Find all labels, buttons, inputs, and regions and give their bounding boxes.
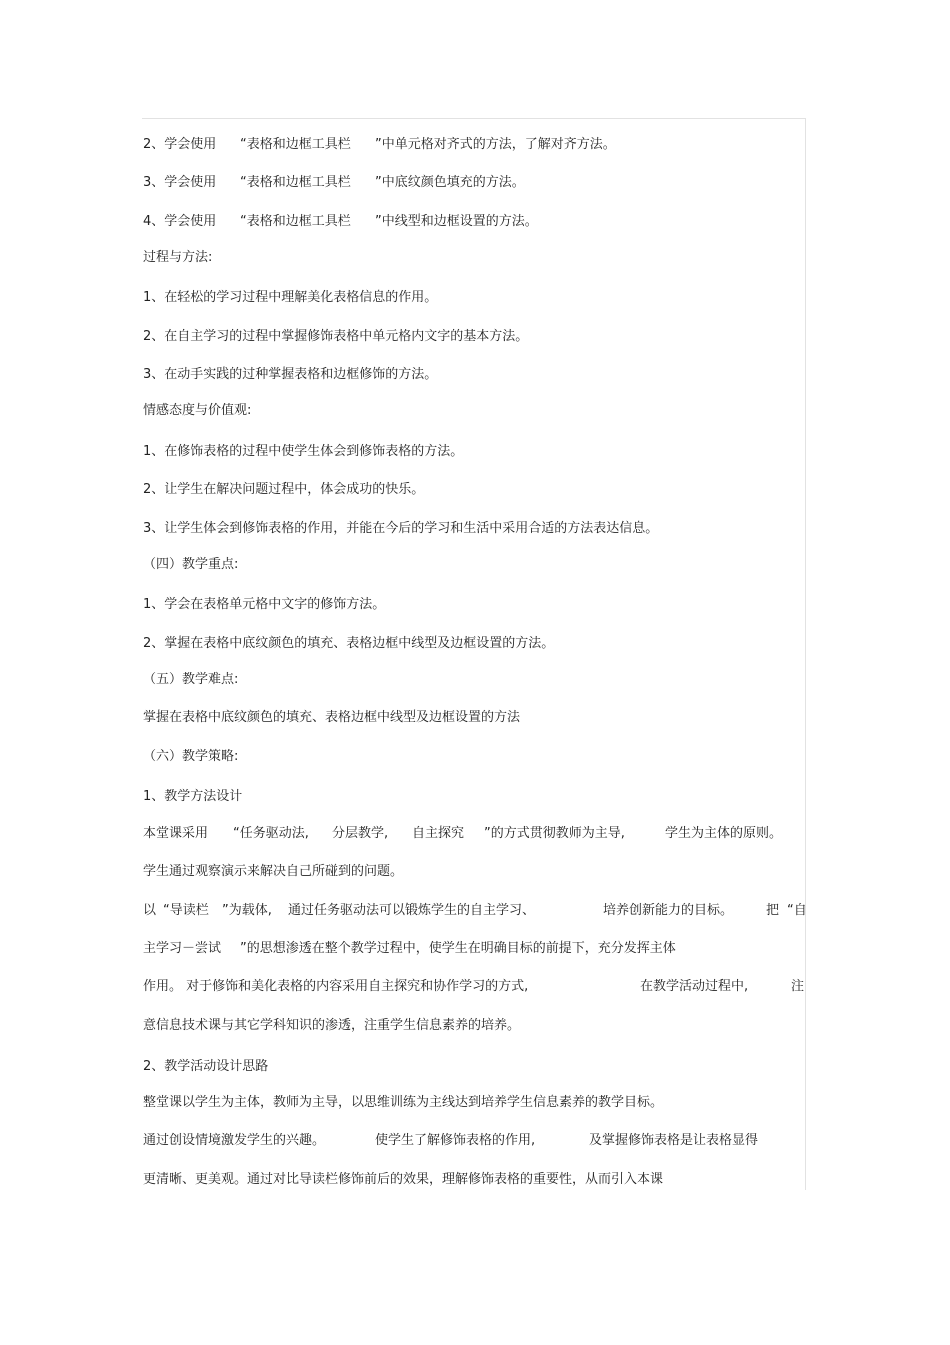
text-line [143,367,437,383]
text-segment: ”中线型和边框设置的方法。 [375,214,538,229]
text-segment: 过程与方法: [143,250,213,265]
text-segment: 2、掌握在表格中底纹颜色的填充、表格边框中线型及边框设置的方法。 [143,636,555,651]
text-segment: 使学生了解修饰表格的作用, [375,1133,536,1148]
text-segment: 注 [791,979,805,994]
text-segment: 学生为主体的原则。 [665,826,783,841]
text-line [143,1095,663,1111]
text-line [143,290,437,306]
text-segment: 以 [143,903,157,918]
text-segment: （五）教学难点: [143,672,239,687]
text-segment: “表格和边框工具栏 [240,214,351,229]
text-segment: 培养创新能力的目标。 [603,903,734,918]
section-heading [143,749,238,765]
text-line [143,903,807,919]
text-segment: 整堂课以学生为主体，教师为主导，以思维训练为主线达到培养学生信息素养的教学目标。 [143,1095,664,1110]
text-segment: “表格和边框工具栏 [240,175,351,190]
text-segment: 学生通过观察演示来解决自己所碰到的问题。 [143,864,404,879]
text-segment: 本堂课采用 [143,826,209,841]
text-segment: （六）教学策略: [143,749,239,764]
text-segment: 主学习－尝试 [143,941,222,956]
text-line [143,597,385,613]
text-segment: 1、学会在表格单元格中文字的修饰方法。 [143,597,386,612]
text-segment: 及掌握修饰表格是让表格显得 [589,1133,759,1148]
text-line [143,979,807,995]
text-line [143,941,676,957]
text-segment: 1、在轻松的学习过程中理解美化表格信息的作用。 [143,290,438,305]
text-segment: 掌握在表格中底纹颜色的填充、表格边框中线型及边框设置的方法 [143,710,521,725]
section-heading [143,403,251,419]
text-segment: 2、学会使用 [143,137,217,152]
text-line [143,1018,520,1034]
text-segment: “导读栏 [163,903,209,918]
text-segment: 分层教学, [332,826,389,841]
text-segment: 自主探究 [412,826,465,841]
text-line [143,864,403,880]
section-heading [143,557,238,573]
text-segment: 1、教学方法设计 [143,789,243,804]
text-line [143,444,463,460]
text-segment: 3、在动手实践的过种掌握表格和边框修饰的方法。 [143,367,438,382]
text-segment: 把 [766,903,780,918]
text-segment: 4、学会使用 [143,214,217,229]
text-segment: 1、在修饰表格的过程中使学生体会到修饰表格的方法。 [143,444,464,459]
text-segment: 通过任务驱动法可以锻炼学生的自主学习、 [288,903,536,918]
text-segment: 意信息技术课与其它学科知识的渗透，注重学生信息素养的培养。 [143,1018,521,1033]
text-segment: 2、让学生在解决问题过程中，体会成功的快乐。 [143,482,425,497]
text-segment: 2、在自主学习的过程中掌握修饰表格中单元格内文字的基本方法。 [143,329,529,344]
text-line [143,175,525,191]
text-segment: “表格和边框工具栏 [240,137,351,152]
section-heading [143,672,238,688]
section-heading [143,250,212,266]
text-line [143,826,807,842]
text-segment: ”为载体, [222,903,272,918]
text-segment: （四）教学重点: [143,557,239,572]
text-segment: “自 [787,903,807,918]
text-segment: 通过创设情境激发学生的兴趣。 [143,1133,326,1148]
text-segment: 3、让学生体会到修饰表格的作用，并能在今后的学习和生活中采用合适的方法表达信息。 [143,521,659,536]
section-heading [143,1059,268,1075]
text-segment: 更清晰、更美观。通过对比导读栏修饰前后的效果，理解修饰表格的重要性，从而引入本课 [143,1172,664,1187]
text-line [143,1133,807,1149]
text-line [143,329,528,345]
section-heading [143,789,242,805]
text-segment: 作用。 对于修饰和美化表格的内容采用自主探究和协作学习的方式, [143,979,529,994]
text-line [143,521,658,537]
text-segment: “任务驱动法, [233,826,309,841]
text-line [143,710,520,726]
text-segment: 在教学活动过程中, [640,979,749,994]
text-segment: 3、学会使用 [143,175,217,190]
text-segment: 情感态度与价值观: [143,403,252,418]
text-segment: ”的方式贯彻教师为主导, [484,826,625,841]
text-line [143,636,554,652]
text-line [143,214,538,230]
text-segment: ”中底纹颜色填充的方法。 [375,175,525,190]
text-line [143,1172,663,1188]
text-segment: ”的思想渗透在整个教学过程中，使学生在明确目标的前提下，充分发挥主体 [240,941,676,956]
text-line [143,137,616,153]
text-segment: 2、教学活动设计思路 [143,1059,269,1074]
text-line [143,482,424,498]
text-segment: ”中单元格对齐式的方法，了解对齐方法。 [375,137,616,152]
